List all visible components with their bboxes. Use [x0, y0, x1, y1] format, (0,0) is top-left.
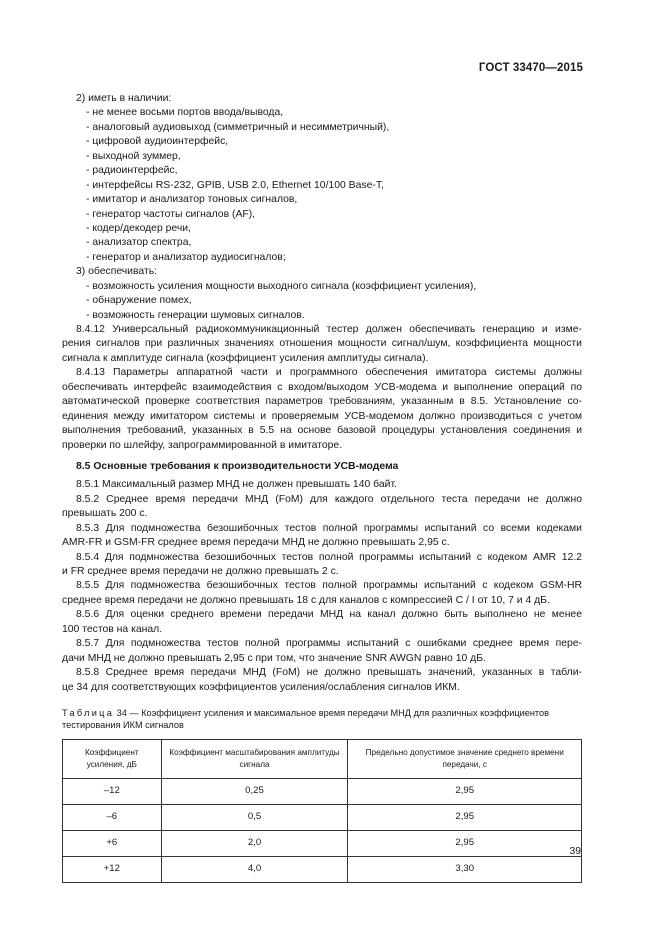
paragraph-line: выполнения требований, указанных в 5.5 на основе базовой процедуры установления соединения и	[62, 425, 582, 437]
paragraphs-section-8-4	[62, 323, 582, 453]
paragraph-line: единения между имитатором системы и проверяемым УСВ-модемом должно производиться с учетом	[62, 410, 582, 422]
paragraph	[62, 478, 582, 492]
list-item: - генератор частоты сигналов (AF),	[86, 208, 256, 220]
paragraph-line: проверки по шлейфу, запрограммированной в имитаторе.	[62, 439, 343, 451]
list-item: - обнаружение помех,	[86, 295, 192, 307]
paragraph	[62, 579, 582, 608]
paragraph-line: среднее время передачи не должно превышать 18 с для каналов с компрессией C / I от 10, 7 и 4 дБ.	[62, 594, 550, 606]
list-item: - генератор и анализатор аудиосигналов;	[86, 251, 286, 263]
list-item: - имитатор и анализатор тоновых сигналов,	[86, 194, 298, 206]
table-row	[63, 856, 582, 882]
paragraph-line: и FR среднее время передачи не должно превышать 2 с.	[62, 566, 339, 577]
paragraph	[62, 522, 582, 551]
column-header-scale: Коэффициент масштабирования амплитуды сигнала	[161, 739, 348, 778]
list-provide-intro: 3) обеспечивать:	[76, 266, 158, 278]
table-34	[62, 739, 582, 883]
list-item: - цифровой аудиоинтерфейс,	[86, 136, 229, 148]
paragraph-line: 8.5.6 Для оценки среднего времени передачи МНД на канал должно быть выполнено не менее	[76, 609, 582, 621]
paragraph	[62, 666, 582, 695]
table-cell: +12	[63, 856, 162, 882]
table-cell: 2,95	[348, 830, 582, 856]
list-item: - интерфейсы RS-232, GPIB, USB 2.0, Ethernet 10/100 Base-T,	[86, 179, 384, 191]
list-item: - выходной зуммер,	[86, 150, 181, 162]
paragraph-line: 8.4.12 Универсальный радиокоммуникационный тестер должен обеспечивать генерацию и изме-	[76, 324, 582, 335]
table-cell: +6	[63, 830, 162, 856]
paragraph-line: 8.4.13 Параметры аппаратной части и программного обеспечения имитатора системы должны	[76, 367, 582, 379]
table-caption-line2: тестирования ИКМ сигналов	[62, 720, 184, 731]
paragraph-line: дачи МНД не должно превышать 2,95 с при том, что значение SNR AWGN равно 10 дБ.	[62, 652, 486, 664]
table-header-row	[63, 739, 582, 778]
table-row	[63, 830, 582, 856]
paragraph	[62, 608, 582, 637]
paragraph-line: AMR-FR и GSM-FR среднее время передачи МНД не должно превышать 2,95 с.	[62, 537, 450, 549]
table-cell: 3,30	[348, 856, 582, 882]
paragraph	[62, 493, 582, 522]
list-item: - не менее восьми портов ввода/вывода,	[86, 107, 284, 119]
paragraph	[62, 366, 582, 453]
table-caption-prefix: Таблица	[62, 707, 115, 718]
list-item: - кодер/декодер речи,	[86, 222, 191, 234]
table-row	[63, 778, 582, 804]
table-caption-text: 34 — Коэффициент усиления и максимальное время передачи МНД для различных коэффициентов	[114, 707, 549, 718]
paragraph-line: превышать 200 с.	[62, 508, 148, 520]
table-row	[63, 804, 582, 830]
paragraph	[62, 637, 582, 666]
list-item: - анализатор спектра,	[86, 237, 192, 249]
paragraph-line: сигнала к амплитуде сигнала (коэффициент усиления амплитуды сигнала).	[62, 352, 429, 364]
list-have-intro: 2) иметь в наличии:	[76, 93, 172, 104]
section-title: 8.5 Основные требования к производительности УСВ-модема	[76, 460, 399, 472]
column-header-time: Предельно допустимое значение среднего времени передачи, с	[348, 739, 582, 778]
list-item: - аналоговый аудиовыход (симметричный и несимметричный),	[86, 121, 390, 133]
column-header-gain: Коэффициент усиления, дБ	[63, 739, 162, 778]
list-item: - возможность усиления мощности выходного сигнала (коэффициент усиления),	[86, 280, 477, 292]
table-cell: –6	[63, 804, 162, 830]
paragraph-line: 100 тестов на канал.	[62, 623, 163, 635]
list-item: - радиоинтерфейс,	[86, 165, 178, 177]
paragraph-line: 8.5.4 Для подмножества безошибочных тестов полной программы испытаний с кодеком AMR 12.2	[76, 551, 582, 563]
table-body	[63, 778, 582, 882]
table-cell: 4,0	[161, 856, 348, 882]
table-cell: 0,5	[161, 804, 348, 830]
paragraph-line: автоматической проверке соответствия параметров требованиям, указанным в 8.5. Установление со-	[62, 396, 582, 408]
page-content	[62, 92, 582, 883]
table-cell: 2,0	[161, 830, 348, 856]
table-cell: 2,95	[348, 804, 582, 830]
paragraph-line: 8.5.5 Для подмножества безошибочных тестов полной программы испытаний с кодеком GSM-HR	[76, 580, 582, 592]
list-have	[62, 106, 582, 265]
table-cell: 0,25	[161, 778, 348, 804]
paragraph-line: 8.5.1 Максимальный размер МНД не должен превышать 140 байт.	[76, 479, 397, 491]
paragraph	[62, 551, 582, 580]
paragraph-line: 8.5.8 Среднее время передачи МНД (FoM) не должно превышать значений, указанных в табли-	[76, 667, 582, 679]
page-number: 39	[569, 846, 581, 857]
document-id: ГОСТ 33470—2015	[478, 62, 583, 74]
paragraph	[62, 323, 582, 366]
list-provide	[62, 280, 582, 323]
list-item: - возможность генерации шумовых сигналов.	[86, 309, 305, 321]
paragraph-line: рения сигналов при различных значениях отношения мощности сигнал/шум, коэффициента мощности	[62, 338, 582, 350]
table-cell: –12	[63, 778, 162, 804]
paragraph-line: це 34 для соответствующих коэффициентов усиления/ослабления сигналов ИКМ.	[62, 681, 460, 693]
table-caption	[62, 707, 582, 732]
paragraph-line: 8.5.7 Для подмножества тестов полной программы испытаний с ошибками среднее время пере-	[76, 638, 582, 650]
paragraph-line: обеспечивать интерфейс взаимодействия с входом/выходом УСВ-модема и выполнение операций по	[62, 381, 582, 393]
paragraphs-section-8-5	[62, 478, 582, 695]
paragraph-line: 8.5.2 Среднее время передачи МНД (FoM) для каждого отдельного теста передачи не должно	[76, 493, 582, 505]
table-cell: 2,95	[348, 778, 582, 804]
paragraph-line: 8.5.3 Для подмножества безошибочных тестов полной программы испытаний со всеми кодеками	[76, 522, 582, 534]
